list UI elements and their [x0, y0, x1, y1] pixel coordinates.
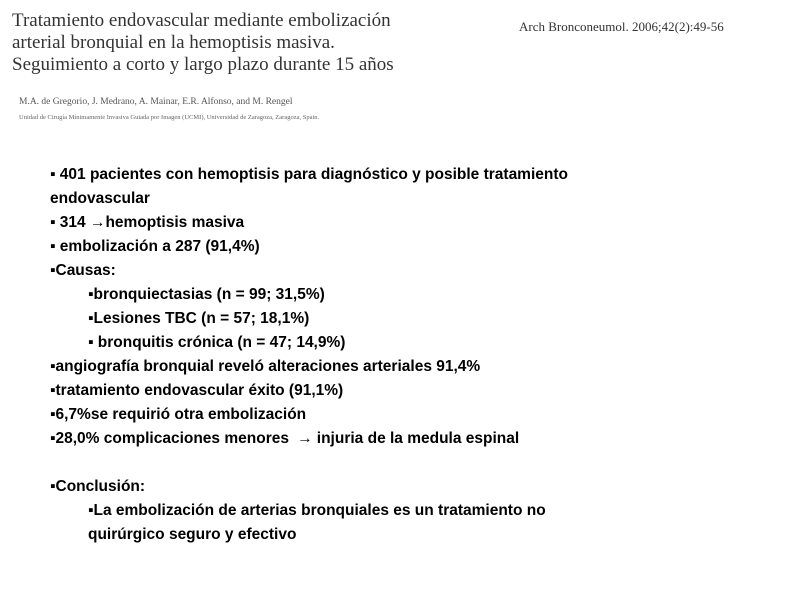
conclusion-text-line-2: quirúrgico seguro y efectivo [88, 526, 297, 543]
author-list: M.A. de Gregorio, J. Medrano, A. Mainar, E.R. Alfonso, and M. Rengel [19, 97, 293, 107]
bullet-complications-result: injuria de la medula espinal [316, 430, 520, 447]
bullet-embolization-count: ▪ embolización a 287 (91,4%) [50, 238, 260, 255]
bullet-angiography: ▪angiografía bronquial reveló alteraciones arteriales 91,4% [50, 358, 481, 375]
cause-item-bronchiectasis: ▪bronquiectasias (n = 99; 31,5%) [88, 286, 325, 303]
article-title [12, 10, 482, 76]
article-title-line-2: arterial bronquial en la hemoptisis masiva. [12, 32, 335, 53]
cause-item-chronic-bronchitis: ▪ bronquitis crónica (n = 47; 14,9%) [88, 334, 346, 351]
bullet-complications [50, 427, 780, 451]
cause-item-tbc: ▪Lesiones TBC (n = 57; 18,1%) [88, 310, 310, 327]
bullet-patients-line-1: ▪ 401 pacientes con hemoptisis para diagnóstico y posible tratamiento [50, 166, 568, 183]
bullet-massive-hemoptysis [50, 211, 780, 235]
article-title-line-3: Seguimiento a corto y largo plazo durante 15 años [12, 54, 394, 75]
bullet-complications-label: ▪28,0% complicaciones menores [50, 430, 294, 447]
bullet-patients-line-2: endovascular [50, 190, 150, 207]
conclusion-heading: ▪Conclusión: [50, 478, 146, 495]
article-header [0, 0, 800, 140]
bullet-massive-count: ▪ 314 [50, 214, 90, 231]
author-affiliation: Unidad de Cirugía Mínimamente Invasiva Guiada por Imagen (UCMI), Universidad de Zaragoza, Zaragoza, Spain. [19, 114, 320, 121]
spacer [50, 451, 780, 475]
journal-citation: Arch Bronconeumol. 2006;42(2):49-56 [519, 19, 724, 34]
conclusion-text-line-1: ▪La embolización de arterias bronquiales es un tratamiento no [88, 502, 546, 519]
arrow-icon: → [89, 214, 106, 231]
article-title-line-1: Tratamiento endovascular mediante embolización [12, 10, 391, 31]
arrow-icon: → [297, 430, 313, 447]
bullet-re-embolization: ▪6,7%se requirió otra embolización [50, 406, 307, 423]
causes-heading: ▪Causas: [50, 262, 116, 279]
bullet-massive-label: hemoptisis masiva [105, 214, 245, 231]
slide-content [50, 163, 780, 547]
bullet-treatment-success: ▪tratamiento endovascular éxito (91,1%) [50, 382, 344, 399]
